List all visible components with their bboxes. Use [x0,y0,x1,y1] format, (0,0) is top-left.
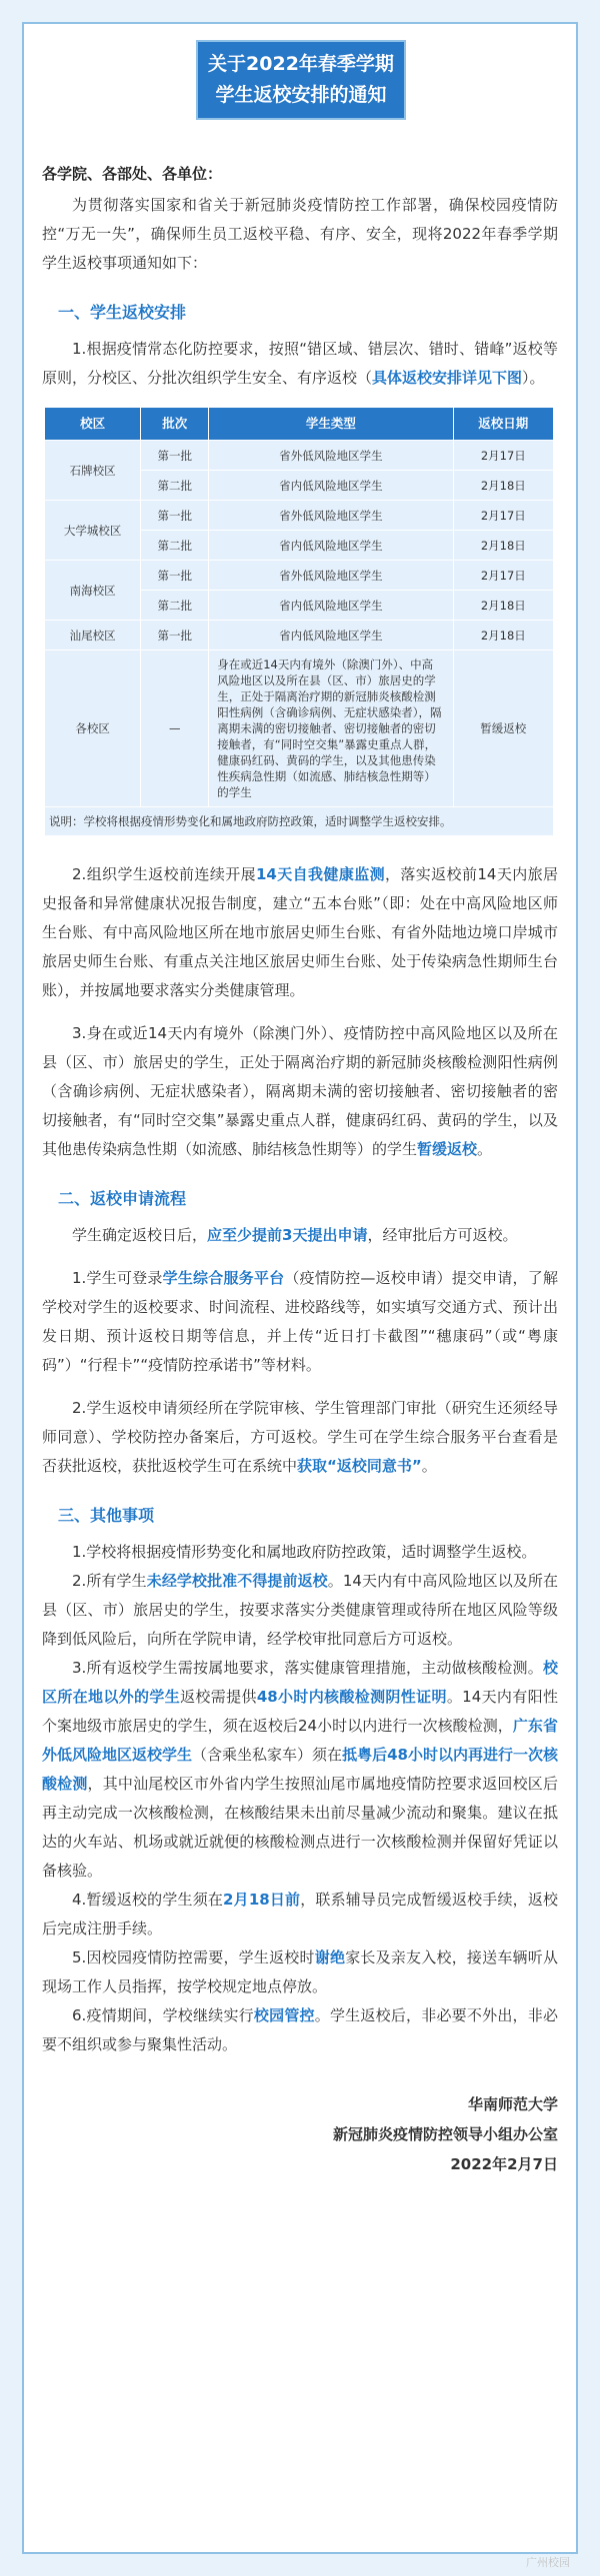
text-span: ，其中汕尾校区市外省内学生按照汕尾市属地疫情防控要求返回校区后再主动完成一次核酸检测，在核酸结果未出前尽量减少流动和聚集。建议在抵达的火车站、机场或就近就便的核酸检测点进行一次核酸检测并保留好凭证以备核验。 [42,1775,558,1880]
date-cell: 暂缓返校 [453,650,553,807]
highlight-text: 48小时内核酸检测阴性证明 [256,1688,447,1706]
date-cell: 2月18日 [453,621,553,650]
text-span: ，落实返校前14天内旅居史报备和异常健康状况报告制度，建立“五本台账”（即：处在中高风险地区师生台账、有中高风险地区所在地市旅居史师生台账、有省外陆地边境口岸城市旅居史师生台账、有重点关注地区旅居史师生台账、处于传染病急性期师生台账），并按属地要求落实分类健康管理。 [42,865,558,999]
header-campus: 校区 [45,408,141,441]
table-note: 说明：学校将根据疫情形势变化和属地政府防控政策，适时调整学生返校安排。 [45,807,554,836]
section-3-paragraph-4 [42,1886,558,1943]
section-1-paragraph-2 [42,860,558,1005]
notice-body [42,160,558,2179]
text-span: 2.所有学生 [72,1572,147,1590]
section-2-paragraph-1 [42,1264,558,1380]
highlight-text: 应至少提前3天提出申请 [207,1226,368,1244]
table-row [45,441,554,471]
type-cell: 省内低风险地区学生 [209,591,453,621]
date-cell: 2月17日 [453,501,553,531]
highlight-text: 谢绝 [314,1948,346,1966]
highlight-text: 学生综合服务平台 [162,1269,285,1287]
batch-cell: — [141,650,209,807]
type-cell: 身在或近14天内有境外（除澳门外）、中高风险地区以及所在县（区、市）旅居史的学生，正处于隔离治疗期的新冠肺炎核酸检测阳性病例（含确诊病例、无症状感染者），隔离期未满的密切接触者、密切接触者的密切接触者，有“同时空交集”暴露史重点人群，健康码红码、黄码的学生，以及其他患传染性疾病急性期（如流感、肺结核急性期等）的学生 [209,650,453,807]
text-span: 。学生返校后，非必要不外出，非必要不组织或参与聚集性活动。 [42,2006,558,2053]
signature-block [42,2089,558,2179]
table-note-row [45,807,554,836]
section-2-title: 二、返校申请流程 [58,1189,187,1208]
type-cell: 省内低风险地区学生 [209,471,453,501]
signature-org-2: 新冠肺炎疫情防控领导小组办公室 [332,2125,558,2143]
campus-cell: 各校区 [45,650,141,807]
type-cell: 省外低风险地区学生 [209,441,453,471]
date-cell: 2月17日 [453,441,553,471]
table-row [45,561,554,591]
return-schedule-table [44,407,554,836]
type-cell: 省外低风险地区学生 [209,501,453,531]
text-span: ）。 [522,369,545,387]
highlight-text: 暂缓返校 [417,1140,478,1158]
text-span: 返校需提供 [180,1688,257,1706]
schedule-link: 具体返校安排详见下图 [372,369,523,387]
text-span: （疫情防控—返校申请）提交申请，了解学校对学生的返校要求、时间流程、进校路线等，如实填写交通方式、预计出发日期、预计返校日期等信息，并上传“近日打卡截图”“穗康码”（或“粤康码”）“行程卡”“疫情防控承诺书”等材料。 [42,1269,558,1374]
batch-cell: 第一批 [141,621,209,650]
date-cell: 2月17日 [453,561,553,591]
text-span: 。 [421,1457,437,1475]
batch-cell: 第二批 [141,471,209,501]
highlight-text: 获取“返校同意书” [297,1457,422,1475]
highlight-text: 2月18日前 [223,1891,301,1909]
table-row [45,621,554,650]
campus-cell: 石牌校区 [45,441,141,501]
date-cell: 2月18日 [453,531,553,561]
date-cell: 2月18日 [453,471,553,501]
header-student-type: 学生类型 [209,408,453,441]
text-span: 6.疫情期间，学校继续实行 [72,2006,254,2024]
campus-cell: 南海校区 [45,561,141,621]
highlight-text: 校区所在地以外的学生 [42,1659,558,1706]
table-row [45,501,554,531]
text-span: ，联系辅导员完成暂缓返校手续，返校后完成注册手续。 [42,1891,559,1937]
highlight-text: 校园管控 [253,2006,315,2024]
title-line-1: 关于2022年春季学期 [208,53,394,75]
section-1-paragraph-3 [42,1019,558,1164]
signature-org-1: 华南师范大学 [467,2095,558,2113]
text-span: 。 [477,1140,493,1158]
date-cell: 2月18日 [453,591,553,621]
batch-cell: 第二批 [141,531,209,561]
table-header-row [45,408,554,441]
section-3-paragraph-1: 1.学校将根据疫情形势变化和属地政府防控政策，适时调整学生返校。 [72,1543,537,1561]
intro-paragraph: 为贯彻落实国家和省关于新冠肺炎疫情防控工作部署，确保校园疫情防控“万无一失”，确保师生员工返校平稳、有序、安全，现将2022年春季学期学生返校事项通知如下： [42,196,558,272]
batch-cell: 第一批 [141,441,209,471]
text-span: 1.根据疫情常态化防控要求，按照“错区域、错层次、错时、错峰”返校等原则，分校区、分批次组织学生安全、有序返校（ [42,340,558,387]
notice-title [196,40,406,120]
highlight-text: 广东省外低风险地区返校学生 [42,1717,558,1764]
text-span: 3.身在或近14天内有境外（除澳门外）、疫情防控中高风险地区以及所在县（区、市）旅居史的学生，正处于隔离治疗期的新冠肺炎核酸检测阳性病例（含确诊病例、无症状感染者），隔离期未满的密切接触者、密切接触者的密切接触者，有“同时空交集”暴露史重点人群，健康码红码、黄码的学生，以及其他患传染病急性期（如流感、肺结核急性期等）的学生 [42,1024,558,1158]
type-cell: 省内低风险地区学生 [209,531,453,561]
header-return-date: 返校日期 [453,408,553,441]
highlight-text: 14天自我健康监测 [256,865,385,883]
signature-date: 2022年2月7日 [450,2155,558,2173]
type-cell: 省外低风险地区学生 [209,561,453,591]
section-3-title: 三、其他事项 [58,1506,155,1525]
text-span: 5.因校园疫情防控需要，学生返校时 [72,1948,315,1966]
watermark: 广州校园 [526,2556,570,2569]
section-1-title: 一、学生返校安排 [58,303,187,322]
table-row [45,650,554,807]
text-span: ，经审批后方可返校。 [367,1226,518,1244]
campus-cell: 大学城校区 [45,501,141,561]
section-3-paragraph-5 [42,1943,558,2001]
header-batch: 批次 [141,408,209,441]
section-2-paragraph-2 [42,1394,558,1481]
text-span: 2.学生返校申请须经所在学院审核、学生管理部门审批（研究生还须经导师同意）、学校防控办备案后，方可返校。学生可在学生综合服务平台查看是否获批返校，获批返校学生可在系统中 [42,1399,558,1475]
section-3-paragraph-6 [42,2001,558,2059]
title-line-2: 学生返校安排的通知 [215,84,387,106]
batch-cell: 第二批 [141,591,209,621]
text-span: 4.暂缓返校的学生须在 [72,1891,224,1909]
type-cell: 省内低风险地区学生 [209,621,453,650]
section-3-paragraph-3 [42,1654,558,1886]
text-span: 。14天内有阳性个案地级市旅居史的学生，须在返校后24小时以内进行一次核酸检测， [42,1688,558,1735]
text-span: 。14天内有中高风险地区以及所在县（区、市）旅居史的学生，按要求落实分类健康管理或待所在地区风险等级降到低风险后，向所在学院申请，经学校审批同意后方可返校。 [42,1572,558,1648]
text-span: 学生确定返校日后， [72,1226,208,1244]
greeting: 各学院、各部处、各单位： [42,165,223,183]
text-span: （含乘坐私家车）须在 [192,1746,343,1764]
section-1-paragraph-1 [42,335,558,393]
section-2-paragraph-0 [42,1221,558,1250]
text-span: 3.所有返校学生需按属地要求，落实健康管理措施，主动做核酸检测。 [72,1659,543,1677]
text-span: 2.组织学生返校前连续开展 [72,865,256,883]
campus-cell: 汕尾校区 [45,621,141,650]
text-span: 1.学生可登录 [72,1269,163,1287]
text-span: 家长及亲友入校，接送车辆听从现场工作人员指挥，按学校规定地点停放。 [42,1948,558,1995]
highlight-text: 未经学校批准不得提前返校 [146,1572,328,1590]
highlight-text: 抵粤后48小时以内再进行一次核酸检测 [42,1746,558,1793]
batch-cell: 第一批 [141,501,209,531]
batch-cell: 第一批 [141,561,209,591]
section-3-paragraph-2 [42,1567,558,1654]
